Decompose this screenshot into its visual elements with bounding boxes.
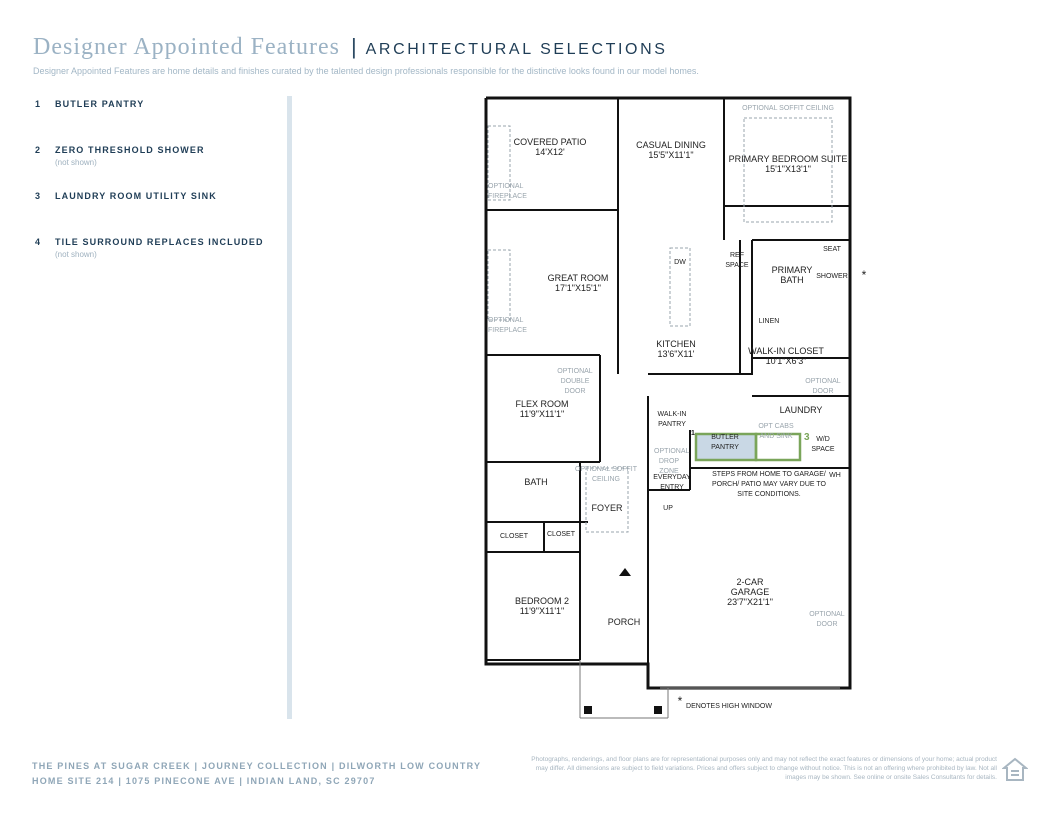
label-dishwasher: DW — [674, 259, 686, 266]
footer-disclaimer: Photographs, renderings, and floor plans are for representational purposes only and may not reflect the exact features or dimensions of your home; actual product may differ. All dimensions are subject to field variations. Prices and offers subject to change without notice. This is not an offering where prohibited by law. Not all images may be shown. See online or onsite Sales Consultants for details. — [531, 756, 997, 781]
footer-community — [32, 759, 481, 789]
label-optional-drop-zone: OPTIONAL DROP ZONE — [654, 448, 690, 475]
label-optional-fireplace: OPTIONAL FIREPLACE — [488, 183, 527, 200]
room-bath: BATH — [524, 477, 548, 487]
room-name: WALK-IN CLOSET — [748, 346, 824, 356]
section-title: ARCHITECTURAL SELECTIONS — [365, 41, 668, 58]
room-covered-patio — [514, 137, 587, 157]
label-shower: SHOWER — [816, 273, 848, 280]
room-name: KITCHEN — [656, 339, 696, 349]
room-kitchen — [656, 339, 696, 359]
room-porch: PORCH — [607, 617, 641, 627]
label-optional-door: OPTIONAL DOOR — [805, 378, 841, 395]
room-closet: CLOSET — [546, 531, 576, 538]
feature-marker-3: 3 — [804, 432, 810, 443]
page-header — [33, 34, 1023, 76]
footer-line-1: THE PINES AT SUGAR CREEK | JOURNEY COLLECTION | DILWORTH LOW COUNTRY — [32, 761, 482, 771]
room-laundry: LAUNDRY — [779, 405, 823, 415]
label-optional-soffit-foyer: OPTIONAL SOFFIT CEILING — [575, 466, 637, 483]
equal-housing-icon — [1002, 757, 1028, 783]
room-name: 2-CAR GARAGE — [730, 577, 770, 597]
page-title: Designer Appointed Features — [33, 34, 340, 60]
label-everyday-entry: EVERYDAY ENTRY — [653, 474, 691, 491]
feature-number: 2 — [35, 145, 41, 155]
room-dims: 11'9"X11'1" — [519, 409, 565, 419]
feature-note: (not shown) — [55, 158, 97, 167]
room-dims: 14'X12' — [535, 147, 565, 157]
room-name: PRIMARY BEDROOM SUITE — [728, 154, 848, 164]
room-great-room — [548, 273, 609, 293]
room-dims: 23'7"X21'1" — [727, 597, 773, 607]
title-row — [33, 34, 1023, 61]
room-name: BEDROOM 2 — [514, 596, 570, 606]
feature-number: 3 — [35, 191, 41, 201]
label-ref-space: REF SPACE — [725, 252, 749, 269]
footer-line-2: HOME SITE 214 | 1075 PINECONE AVE | INDIAN LAND, SC 29707 — [32, 776, 376, 786]
room-dims: 15'1"X13'1" — [765, 164, 811, 174]
feature-label: ZERO THRESHOLD SHOWER — [55, 145, 205, 155]
feature-label: TILE SURROUND REPLACES INCLUDED — [55, 237, 264, 247]
feature-label: LAUNDRY ROOM UTILITY SINK — [55, 191, 217, 201]
floor-plan — [440, 90, 880, 730]
room-garage — [720, 577, 780, 607]
room-flex — [515, 399, 568, 419]
feature-number: 1 — [35, 99, 41, 109]
room-casual-dining — [636, 140, 706, 160]
room-dims: 13'6"X11' — [657, 349, 695, 359]
room-primary-bath: PRIMARY BATH — [771, 265, 813, 285]
label-high-window-note: DENOTES HIGH WINDOW — [686, 703, 772, 710]
room-foyer: FOYER — [591, 503, 623, 513]
label-optional-door-garage: OPTIONAL DOOR — [809, 611, 845, 628]
label-wd-space: W/D SPACE — [811, 436, 835, 453]
label-walkin-pantry: WALK-IN PANTRY — [657, 411, 687, 428]
entry-arrow — [619, 568, 631, 576]
feature-label: BUTLER PANTRY — [55, 99, 145, 109]
room-dims: 15'5"X11'1" — [648, 150, 694, 160]
room-walkin-closet — [748, 346, 824, 366]
room-name: GREAT ROOM — [547, 273, 609, 283]
label-opt-cabs-sink: OPT CABS AND SINK — [758, 423, 794, 440]
feature-note: (not shown) — [55, 250, 97, 259]
title-separator: | — [350, 34, 357, 59]
label-up: UP — [663, 505, 673, 512]
label-butler-pantry: BUTLER PANTRY — [711, 434, 739, 451]
room-name: FLEX ROOM — [515, 399, 569, 409]
room-bedroom-2 — [515, 596, 569, 616]
feature-marker-1: 1 — [691, 430, 695, 437]
label-linen: LINEN — [758, 318, 780, 325]
label-optional-soffit: OPTIONAL SOFFIT CEILING — [742, 105, 834, 112]
vertical-divider — [287, 96, 292, 719]
room-primary-bedroom — [729, 154, 848, 174]
label-optional-double-door: OPTIONAL DOUBLE DOOR — [557, 368, 593, 395]
room-dims: 17'1"X15'1" — [555, 283, 601, 293]
label-seat: SEAT — [823, 246, 841, 253]
room-dims: 10'1"X6'3" — [765, 356, 807, 366]
page-subtitle: Designer Appointed Features are home details and finishes curated by the talented design professionals responsible for the distinctive looks found in our model homes. — [33, 66, 699, 76]
room-dims: 11'9"X11'1" — [519, 606, 565, 616]
label-steps-note: STEPS FROM HOME TO GARAGE/ PORCH/ PATIO MAY VARY DUE TO SITE CONDITIONS. — [712, 471, 826, 498]
label-optional-fireplace: OPTIONAL FIREPLACE — [488, 317, 527, 334]
fireplace-outline — [488, 250, 510, 320]
label-water-heater: WH — [829, 472, 841, 479]
porch-post — [654, 706, 662, 714]
room-closet: CLOSET — [499, 533, 529, 540]
porch-post — [584, 706, 592, 714]
room-name: COVERED PATIO — [513, 137, 587, 147]
room-name: CASUAL DINING — [636, 140, 706, 150]
label-asterisk: * — [677, 694, 683, 708]
label-high-window-asterisk: * — [861, 268, 867, 282]
feature-number: 4 — [35, 237, 41, 247]
